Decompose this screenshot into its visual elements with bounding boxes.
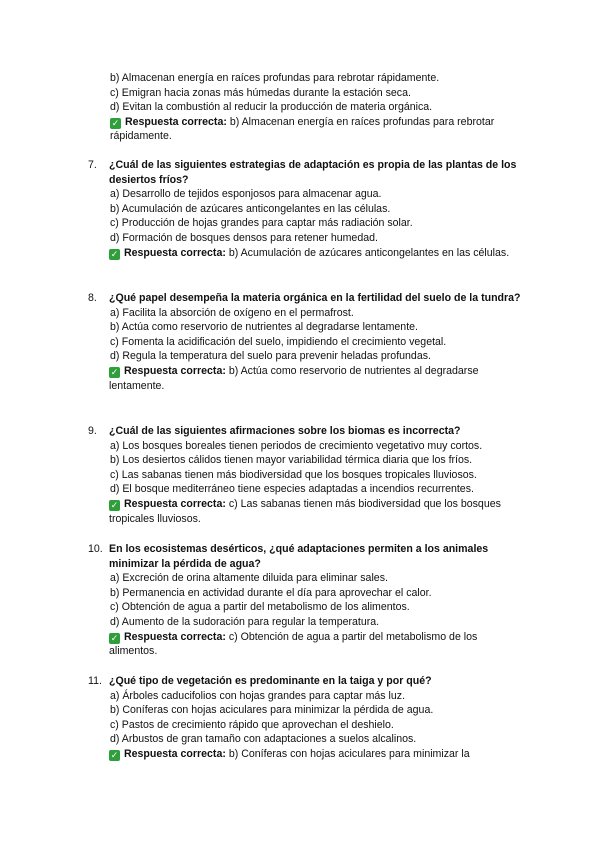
option: b) Almacenan energía en raíces profundas para rebrotar rápidamente.	[110, 72, 440, 84]
option: d) Arbustos de gran tamaño con adaptaciones a suelos alcalinos.	[110, 733, 417, 746]
answer-label: Respuesta correcta:	[124, 497, 226, 510]
question-text: ¿Cuál de las siguientes afirmaciones sobre los biomas es incorrecta?	[109, 425, 461, 437]
correct-answer	[109, 630, 524, 659]
check-mark-icon: ✓	[111, 117, 120, 128]
answer-text: b) Acumulación de azúcares anticongelantes en las células.	[228, 246, 510, 259]
option: b) Permanencia en actividad durante el día para aprovechar el calor.	[110, 586, 432, 599]
option: b) Coníferas con hojas aciculares para minimizar la pérdida de agua.	[110, 704, 434, 717]
correct-answer	[109, 747, 524, 762]
answer-label: Respuesta correcta:	[124, 630, 226, 643]
check-mark-icon: ✓	[110, 499, 119, 510]
option: c) Obtención de agua a partir del metabolismo de los alimentos.	[110, 601, 410, 614]
option: a) Los bosques boreales tienen periodos de crecimiento vegetativo muy cortos.	[110, 439, 483, 452]
question-text: ¿Qué tipo de vegetación es predominante en la taiga y por qué?	[109, 675, 432, 687]
option: c) Las sabanas tienen más biodiversidad que los bosques tropicales lluviosos.	[110, 468, 477, 481]
question-number: 7.	[88, 159, 97, 171]
question-number: 8.	[88, 292, 97, 304]
answer-label: Respuesta correcta:	[124, 747, 226, 760]
option: a) Árboles caducifolios con hojas grandes para captar más luz.	[110, 689, 406, 702]
question-number: 10.	[88, 543, 103, 555]
option: d) Regula la temperatura del suelo para prevenir heladas profundas.	[110, 350, 431, 363]
question-text: ¿Cuál de las siguientes estrategias de adaptación es propia de las plantas de los desiertos fríos?	[109, 159, 517, 186]
answer-text: c) Las sabanas tienen más biodiversidad que los bosques tropicales lluviosos.	[109, 497, 501, 525]
option: c) Fomenta la acidificación del suelo, impidiendo el crecimiento vegetal.	[110, 335, 447, 348]
correct-answer	[110, 115, 526, 144]
option: d) Formación de bosques densos para retener humedad.	[110, 231, 378, 244]
answer-text: b) Coníferas con hojas aciculares para minimizar la	[228, 747, 470, 760]
check-mark-icon: ✓	[110, 632, 119, 643]
question-number: 9.	[88, 425, 97, 437]
question-10	[88, 542, 528, 659]
question-number: 11.	[88, 675, 102, 687]
option: b) Los desiertos cálidos tienen mayor variabilidad térmica diaria que los fríos.	[110, 454, 473, 467]
option: c) Producción de hojas grandes para captar más radiación solar.	[110, 217, 413, 230]
answer-text: b) Almacenan energía en raíces profundas para rebrotar rápidamente.	[110, 115, 495, 143]
check-mark-icon: ✓	[110, 366, 119, 377]
answer-label: Respuesta correcta:	[125, 115, 227, 128]
question-8	[88, 291, 528, 393]
correct-answer	[109, 246, 524, 261]
option: c) Pastos de crecimiento rápido que aprovechan el deshielo.	[110, 718, 394, 731]
check-mark-icon: ✓	[110, 248, 119, 259]
option: a) Desarrollo de tejidos esponjosos para almacenar agua.	[110, 188, 382, 201]
option: a) Excreción de orina altamente diluida para eliminar sales.	[110, 572, 388, 585]
question-9	[88, 424, 528, 526]
option: d) Aumento de la sudoración para regular la temperatura.	[110, 615, 380, 628]
question-11	[88, 674, 528, 762]
correct-answer	[109, 497, 524, 526]
question-text: ¿Qué papel desempeña la materia orgánica en la fertilidad del suelo de la tundra?	[109, 292, 521, 304]
answer-label: Respuesta correcta:	[124, 246, 226, 259]
answer-text: c) Obtención de agua a partir del metabolismo de los alimentos.	[109, 630, 478, 658]
option: d) Evitan la combustión al reducir la producción de materia orgánica.	[110, 101, 433, 114]
option: a) Facilita la absorción de oxígeno en el permafrost.	[110, 306, 354, 319]
carryover-block	[110, 71, 530, 144]
check-mark-icon: ✓	[110, 749, 119, 760]
answer-label: Respuesta correcta:	[124, 364, 226, 377]
question-7	[88, 158, 528, 260]
correct-answer	[109, 364, 524, 393]
answer-text: b) Actúa como reservorio de nutrientes al degradarse lentamente.	[109, 364, 479, 392]
option: c) Emigran hacia zonas más húmedas durante la estación seca.	[110, 86, 411, 99]
option: b) Acumulación de azúcares anticongelantes en las células.	[110, 202, 391, 215]
option: b) Actúa como reservorio de nutrientes al degradarse lentamente.	[110, 321, 418, 334]
option: d) El bosque mediterráneo tiene especies adaptadas a incendios recurrentes.	[110, 483, 474, 496]
question-text: En los ecosistemas desérticos, ¿qué adaptaciones permiten a los animales minimizar la pérdida de agua?	[109, 543, 489, 570]
